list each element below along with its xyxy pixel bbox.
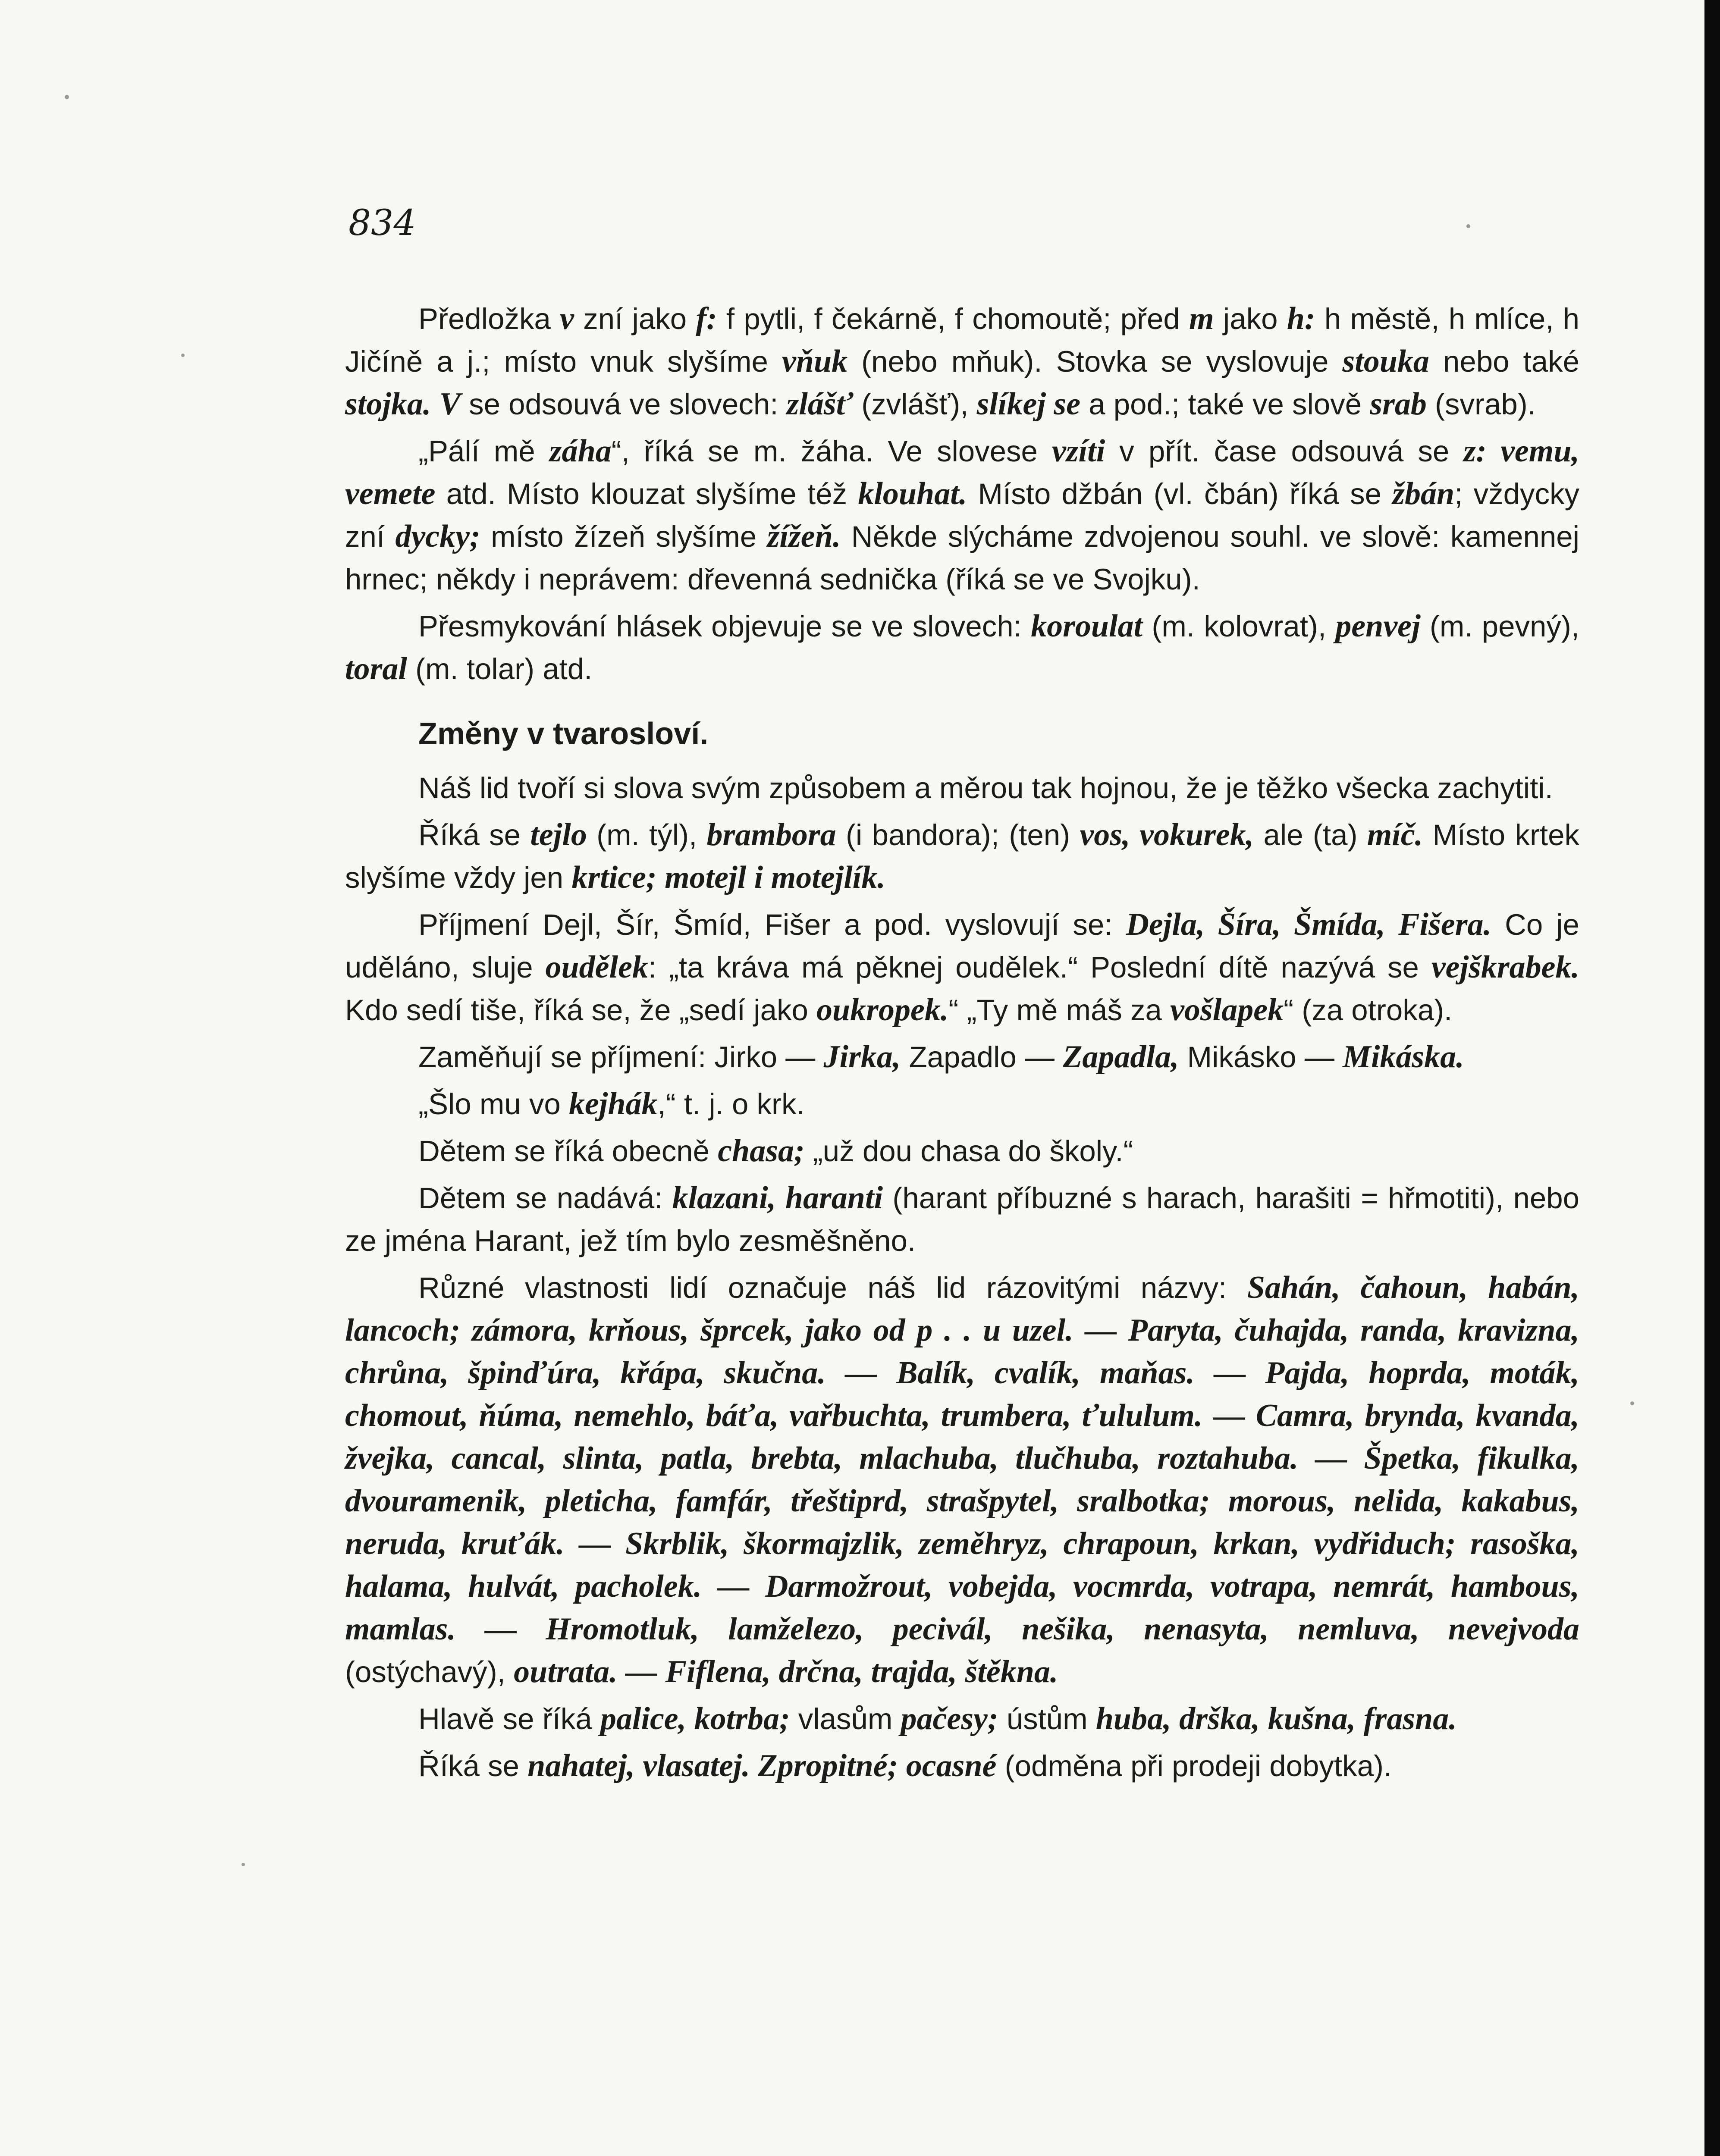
- paragraph: [345, 430, 1579, 601]
- text-run: v přít. čase odsouvá se: [1105, 435, 1464, 468]
- example-word: záha: [549, 433, 612, 469]
- text-run: Dětem se nadává:: [418, 1181, 672, 1215]
- text-run: Říká se: [418, 818, 530, 852]
- text-run: (m. týl),: [587, 818, 707, 852]
- text-run: Zaměňují se příjmení: Jirko —: [418, 1040, 824, 1074]
- example-word: palice, kotrba;: [600, 1701, 790, 1736]
- paragraph: [345, 814, 1579, 899]
- paragraph: [345, 903, 1579, 1031]
- example-word: oukropek.: [816, 992, 949, 1028]
- example-word: outrata. — Fiflena, drčna, trajda, štěkna.: [514, 1654, 1058, 1689]
- text-run: ale (ta): [1254, 818, 1367, 852]
- text-run: (m. tolar) atd.: [407, 652, 593, 686]
- example-word: brambora: [706, 817, 836, 852]
- paragraph: [345, 1745, 1579, 1787]
- scan-speck: [1630, 1401, 1634, 1405]
- scan-speck: [242, 1863, 245, 1866]
- text-run: ústům: [998, 1702, 1096, 1736]
- paragraph: [345, 1083, 1579, 1125]
- text-run: (m. kolovrat),: [1142, 610, 1336, 643]
- paragraph: [345, 605, 1579, 690]
- text-run: Místo džbán (vl. čbán) říká se: [967, 477, 1393, 511]
- text-run: Náš lid tvoří si slova svým způsobem a měrou tak hojnou, že je těžko všecka zachytiti.: [418, 771, 1553, 805]
- example-word: h:: [1287, 301, 1315, 336]
- text-run: „Pálí mě: [418, 435, 549, 468]
- text-run: Někde slýcháme zdvojenou souhl. ve slově: kamennej hrnec; někdy i neprávem: dřevenná sednička (říká se ve Svojku).: [345, 520, 1579, 596]
- text-run: Říká se: [418, 1749, 528, 1783]
- text-run: f pytli, f čekárně, f chomoutě; před: [717, 302, 1190, 335]
- example-word: toral: [345, 651, 407, 686]
- text-run: nebo také: [1429, 345, 1579, 378]
- example-word: vejškrabek.: [1431, 950, 1580, 985]
- text-run: (ostýchavý),: [345, 1655, 514, 1689]
- example-word: vzíti: [1051, 433, 1105, 469]
- text-run: Co je uděláno, sluje: [345, 908, 1579, 984]
- text-run: Předložka: [418, 302, 560, 335]
- example-word: klouhat.: [858, 476, 967, 511]
- text-run: „Šlo mu vo: [418, 1087, 569, 1121]
- text-run: Hlavě se říká: [418, 1702, 600, 1736]
- example-word: pačesy;: [901, 1701, 998, 1736]
- text-run: (harant příbuzné s harach, harašiti = hřmotiti), nebo ze jména Harant, jež tím bylo zesměšněno.: [345, 1181, 1579, 1257]
- text-run: “ (za otroka).: [1284, 993, 1453, 1027]
- paragraph: [345, 1698, 1579, 1740]
- text-run: “ „Ty mě máš za: [948, 993, 1171, 1027]
- text-run: (svrab).: [1426, 388, 1536, 421]
- page-number: 834: [348, 203, 416, 244]
- example-word: vos, vokurek,: [1080, 817, 1254, 852]
- scan-speck: [181, 354, 185, 357]
- paragraph: [345, 1177, 1579, 1262]
- example-word: kejhák: [568, 1086, 658, 1122]
- example-word: penvej: [1335, 608, 1421, 644]
- paragraph: [345, 1266, 1579, 1693]
- example-word: m: [1189, 301, 1214, 336]
- example-word: Jirka,: [823, 1039, 901, 1075]
- text-run: “, říká se m. žáha. Ve slovese: [611, 435, 1052, 468]
- example-word: chasa;: [718, 1133, 805, 1169]
- example-word: srab: [1370, 386, 1427, 422]
- example-word: V: [439, 386, 461, 422]
- text-run: : „ta kráva má pěknej oudělek.“ Poslední dítě nazývá se: [648, 951, 1431, 984]
- example-word: f:: [696, 301, 717, 336]
- text-run: ; vždycky zní: [345, 477, 1580, 553]
- body-text: [345, 298, 1579, 1792]
- example-word: oudělek: [545, 950, 648, 985]
- text-run: a pod.; také ve slově: [1080, 388, 1370, 421]
- text-run: Přesmykování hlásek objevuje se ve slovech:: [418, 610, 1031, 643]
- section-heading: [418, 713, 1579, 755]
- example-word: z: vemu, vemete: [345, 433, 1579, 511]
- scan-speck: [1466, 224, 1470, 228]
- paragraph: [345, 298, 1579, 426]
- text-run: Změny v tvarosloví.: [418, 717, 709, 751]
- text-run: Zapadlo —: [901, 1040, 1063, 1074]
- paragraph: [345, 1130, 1579, 1172]
- scan-speck: [65, 95, 69, 99]
- example-word: slíkej se: [976, 386, 1081, 422]
- text-run: Místo krtek slyšíme vždy jen: [345, 818, 1579, 894]
- paragraph: [345, 767, 1579, 809]
- text-run: (zvlášť),: [853, 388, 977, 421]
- example-word: míč.: [1367, 817, 1423, 852]
- text-run: Příjmení Dejl, Šír, Šmíd, Fišer a pod. vyslovují se:: [418, 908, 1126, 941]
- paragraph: [345, 1036, 1579, 1078]
- text-run: „už dou chasa do školy.“: [804, 1134, 1133, 1168]
- text-run: ,“ t. j. o krk.: [657, 1087, 805, 1121]
- example-word: zlášť: [786, 386, 854, 422]
- text-run: vlasům: [790, 1702, 901, 1736]
- example-word: Sahán, čahoun, habán, lancoch; zámora, krňous, šprcek, jako od p . . u uzel. — Paryta, čuhajda, randa, kravizna, chrůna, špinďúra, křápa, skučna. — Balík, cvalík, maňas. — Pajda, hoprda, moták, chomout, ňúma, nemehlo, báťa, vařbuchta, trumbera, ťululum. — Camra, brynda, kvanda, žvejka, cancal, slinta, patla, brebta, mlachuba, tlučhuba, roztahuba. — Špetka, fikulka, dvouramenik, pleticha, famfár, třeštiprd, strašpytel, sralbotka; morous, nelida, kakabus, neruda, kruťák. — Skrblik, škormajzlik, zeměhryz, chrapoun, krkan, vydřiduch; rasoška, halama, hulvát, pacholek. — Darmožrout, vobejda, vocmrda, votrapa, nemrát, hambous, mamlas. — Hromotluk, lamželezo, pecivál, nešika, nenasyta, nemluva, nevejvoda: [345, 1270, 1579, 1647]
- example-word: klazani, haranti: [672, 1180, 883, 1216]
- example-word: vňuk: [782, 344, 848, 379]
- example-word: v: [560, 301, 574, 336]
- example-word: žbán: [1392, 476, 1455, 511]
- text-run: (odměna při prodeji dobytka).: [996, 1749, 1392, 1783]
- example-word: Mikáska.: [1343, 1039, 1464, 1075]
- example-word: vošlapek: [1170, 992, 1284, 1028]
- text-run: místo žízeň slyšíme: [480, 520, 767, 553]
- example-word: stojka.: [345, 386, 431, 422]
- text-run: Různé vlastnosti lidí označuje náš lid rázovitými názvy:: [418, 1271, 1247, 1304]
- text-run: [431, 388, 439, 421]
- example-word: tejlo: [530, 817, 587, 852]
- example-word: stouka: [1342, 344, 1429, 379]
- text-run: se odsouvá ve slovech:: [460, 388, 787, 421]
- example-word: huba, drška, kušna, frasna.: [1095, 1701, 1457, 1736]
- text-run: (nebo mňuk). Stovka se vyslovuje: [847, 345, 1343, 378]
- scan-edge: [1704, 0, 1720, 2156]
- example-word: Zapadla,: [1063, 1039, 1179, 1075]
- example-word: koroulat: [1031, 608, 1143, 644]
- text-run: Mikásko —: [1179, 1040, 1343, 1074]
- example-word: žížeň.: [767, 519, 841, 554]
- text-run: (m. pevný),: [1420, 610, 1579, 643]
- example-word: nahatej, vlasatej. Zpropitné; ocasné: [527, 1748, 997, 1783]
- text-run: atd. Místo klouzat slyšíme též: [435, 477, 858, 511]
- text-run: jako: [1214, 302, 1287, 335]
- example-word: Dejla, Šíra, Šmída, Fišera.: [1126, 907, 1492, 942]
- text-run: h městě, h mlíce, h Jičíně a j.; místo vnuk slyšíme: [345, 302, 1580, 378]
- text-run: zní jako: [574, 302, 696, 335]
- text-run: (i bandora); (ten): [836, 818, 1080, 852]
- example-word: krtice; motejl i motejlík.: [571, 860, 885, 895]
- text-run: Kdo sedí tiše, říká se, že „sedí jako: [345, 993, 817, 1027]
- example-word: dycky;: [395, 519, 480, 554]
- text-run: Dětem se říká obecně: [418, 1134, 718, 1168]
